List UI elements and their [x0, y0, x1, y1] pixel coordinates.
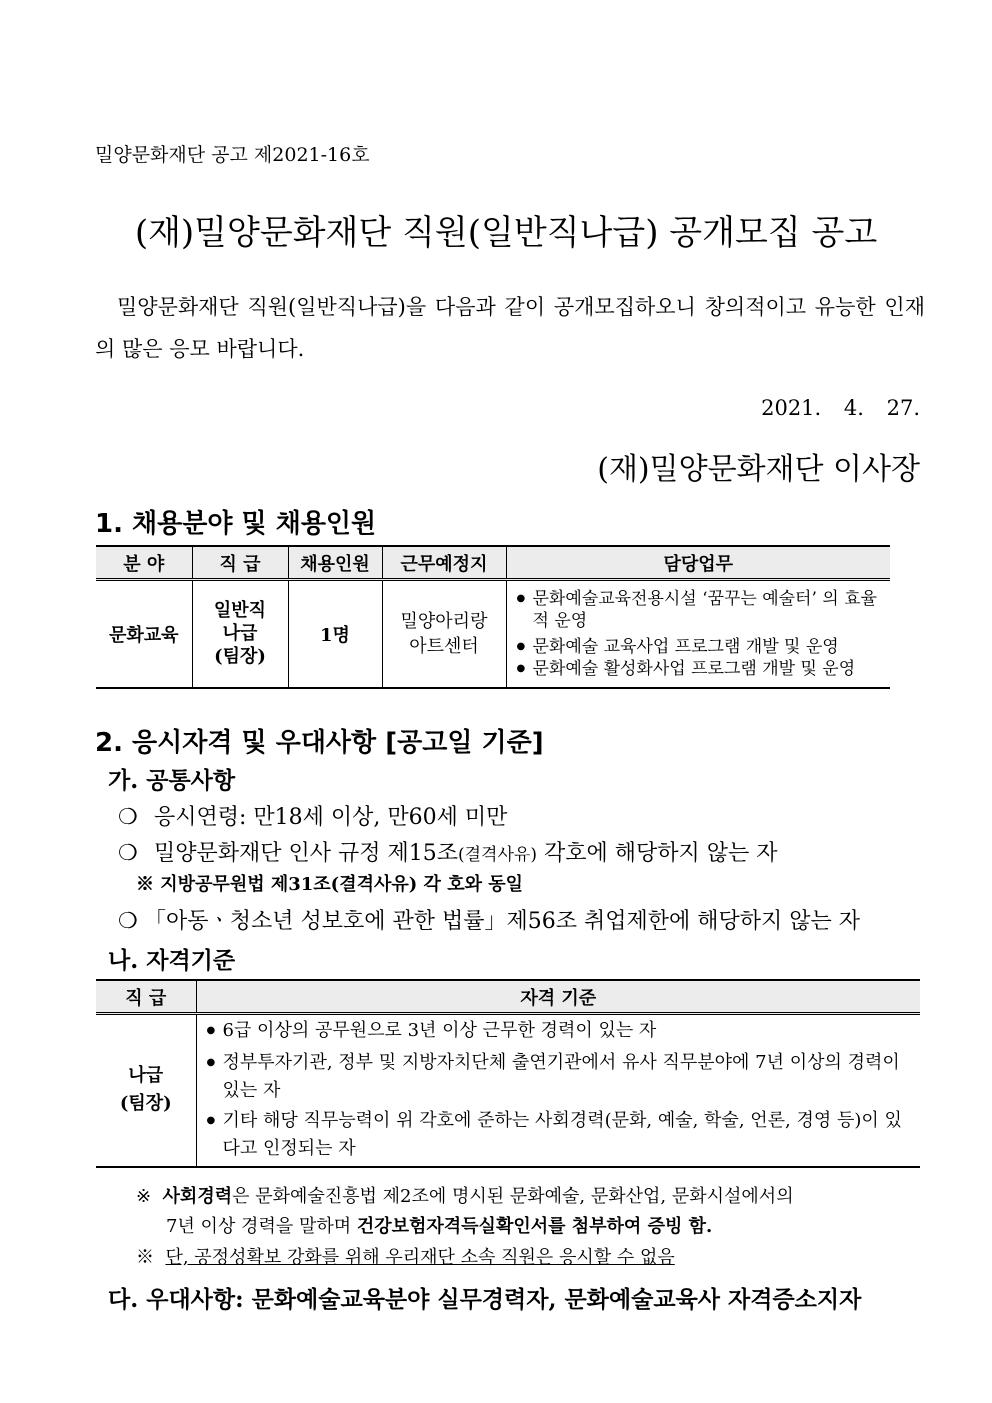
col-criteria: 자격 기준	[196, 980, 920, 1014]
notice-number: 밀양문화재단 공고 제2021-16호	[95, 144, 370, 166]
grade-cell	[192, 580, 288, 688]
note-text: 7년 이상 경력을 말하며	[166, 1216, 357, 1237]
sub-a-heading: 가. 공통사항	[108, 767, 236, 794]
list-item-text: 밀양문화재단 인사 규정 제15조	[154, 841, 458, 866]
bold-term: 사회경력	[162, 1186, 233, 1207]
reference-mark-icon: ※	[136, 1186, 152, 1207]
duty-item: ● 문화예술 교육사업 프로그램 개발 및 운영	[517, 636, 887, 658]
notice-date: 2021. 4. 27.	[761, 396, 920, 420]
circle-bullet-icon: ❍	[118, 909, 138, 934]
restriction-text: 단, 공정성확보 강화를 위해 우리재단 소속 직원은 응시할 수 없음	[165, 1247, 675, 1268]
bold-doc: 건강보험자격득실확인서를 첨부하여 증빙 함.	[356, 1216, 713, 1237]
col-duties: 담당업무	[506, 546, 890, 580]
list-item	[118, 836, 777, 867]
grade-line: (팀장)	[119, 1093, 172, 1115]
duty-item: ● 문화예술교육전용시설 ‘꿈꾸는 예술터’ 의 효율적 운영	[517, 588, 887, 632]
table-row	[96, 580, 890, 688]
qualification-table-header	[96, 980, 920, 1014]
grade-line: 나급	[128, 1065, 164, 1087]
list-item-text: 「아동ㆍ청소년 성보호에 관한 법률」제56조 취업제한에 해당하지 않는 자	[144, 909, 861, 934]
intro-paragraph: 밀양문화재단 직원(일반직나급)을 다음과 같이 공개모집하오니 창의적이고 유능한 인재의 많은 응모 바랍니다.	[95, 295, 925, 361]
duty-item: ● 문화예술 활성화사업 프로그램 개발 및 운영	[517, 658, 887, 680]
section2-heading: 2. 응시자격 및 우대사항 [공고일 기준]	[95, 728, 544, 758]
grade-line: 일반직	[213, 600, 267, 622]
col-field: 분 야	[96, 546, 192, 580]
list-item-text: 각호에 해당하지 않는 자	[536, 841, 778, 866]
location-line: 밀양아리랑	[400, 610, 488, 632]
circle-bullet-icon: ❍	[118, 805, 138, 830]
location-line: 아트센터	[409, 635, 479, 657]
grade-line: (팀장)	[214, 646, 266, 668]
section1-heading: 1. 채용분야 및 채용인원	[95, 509, 377, 539]
criteria-item: ● 기타 해당 직무능력이 위 각호에 준하는 사회경력(문화, 예술, 학술, 언론, 경영 등)이 있다고 인정되는 자	[207, 1107, 917, 1163]
col-grade: 직 급	[192, 546, 288, 580]
list-item-small-text: (결격사유)	[458, 845, 537, 865]
criteria-item: ● 정부투자기관, 정부 및 지방자치단체 출연기관에서 유사 직무분야에 7년 이상의 경력이 있는 자	[207, 1049, 917, 1105]
duties-cell	[506, 580, 890, 688]
issuer: (재)밀양문화재단 이사장	[597, 452, 920, 487]
circle-bullet-icon: ❍	[118, 841, 138, 866]
sub-c-preference: 다. 우대사항: 문화예술교육분야 실무경력자, 문화예술교육사 자격증소지자	[108, 1286, 862, 1313]
page-title: (재)밀양문화재단 직원(일반직나급) 공개모집 공고	[134, 213, 878, 253]
restriction-note	[136, 1243, 675, 1273]
reference-mark-icon: ※	[136, 1247, 154, 1268]
field-cell: 문화교육	[108, 624, 179, 646]
criteria-cell	[196, 1014, 920, 1167]
list-item	[118, 800, 507, 831]
location-cell	[382, 580, 506, 688]
list-item	[118, 904, 860, 935]
col-grade: 직 급	[96, 980, 196, 1014]
grade-cell	[96, 1014, 196, 1167]
career-note	[136, 1182, 794, 1242]
sub-b-heading: 나. 자격기준	[108, 947, 236, 974]
list-item-text: 응시연령: 만18세 이상, 만60세 미만	[154, 805, 508, 830]
reference-note: ※ 지방공무원법 제31조(결격사유) 각 호와 동일	[136, 874, 524, 895]
qualification-table	[96, 979, 920, 1168]
recruitment-table-header	[96, 546, 890, 580]
col-location: 근무예정지	[382, 546, 506, 580]
count-cell: 1명	[288, 580, 382, 688]
table-row	[96, 1014, 920, 1167]
col-count: 채용인원	[288, 546, 382, 580]
criteria-item: ● 6급 이상의 공무원으로 3년 이상 근무한 경력이 있는 자	[207, 1017, 917, 1045]
note-text: 은 문화예술진흥법 제2조에 명시된 문화예술, 문화산업, 문화시설에서의	[232, 1186, 794, 1207]
recruitment-table	[96, 545, 890, 689]
grade-line: 나급	[222, 623, 258, 645]
